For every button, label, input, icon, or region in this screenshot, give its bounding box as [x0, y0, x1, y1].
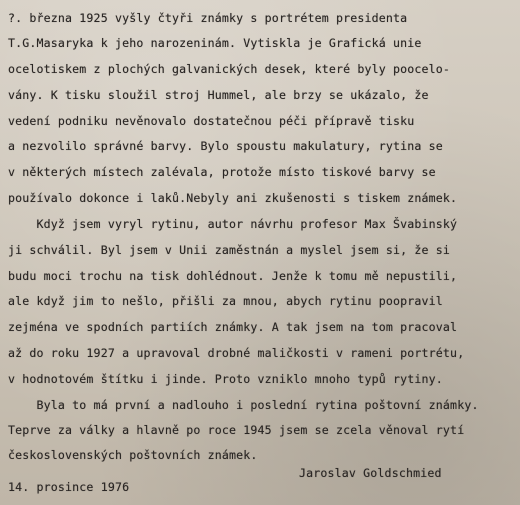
text-line: budu moci trochu na tisk dohlédnout. Jenže k tomu mě nepustili,: [8, 269, 458, 283]
text-line: Když jsem vyryl rytinu, autor návrhu profesor Max Švabinský: [8, 217, 458, 231]
text-line: ji schválil. Byl jsem v Unii zaměstnán a myslel jsem si, že si: [8, 243, 451, 257]
text-line: Byla to má první a nadlouho i poslední rytina poštovní známky.: [8, 398, 479, 412]
text-line: ?. března 1925 vyšly čtyři známky s portrétem presidenta: [8, 11, 408, 25]
text-line: vány. K tisku sloužil stroj Hummel, ale brzy se ukázalo, že: [8, 88, 429, 102]
text-line: až do roku 1927 a upravoval drobné maličkosti v rameni portrétu,: [8, 346, 465, 360]
text-line: v hodnotovém štítku i jinde. Proto vzniklo mnoho typů rytiny.: [8, 372, 443, 386]
text-line: v některých místech zalévala, protože místo tiskové barvy se: [8, 165, 436, 179]
text-line: T.G.Masaryka k jeho narozeninám. Vytiskla je Grafická unie: [8, 36, 422, 50]
text-line: a nezvolilo správné barvy. Bylo spoustu makulatury, rytina se: [8, 139, 443, 153]
signature: Jaroslav Goldschmied: [299, 466, 442, 480]
text-line: vedení podniku nevěnovalo dostatečnou péči přípravě tisku: [8, 114, 415, 128]
text-line: československých poštovních známek.: [8, 448, 258, 462]
text-line: Teprve za války a hlavně po roce 1945 jsem se zcela věnoval rytí: [8, 423, 465, 437]
document-date: 14. prosince 1976: [8, 480, 130, 494]
text-line: používalo dokonce i laků.Nebyly ani zkušenosti s tiskem známek.: [8, 191, 458, 205]
text-line: ale když jim to nešlo, přišli za mnou, abych rytinu poopravil: [8, 294, 443, 308]
text-line: zejména ve spodních partiích známky. A tak jsem na tom pracoval: [8, 320, 458, 334]
text-line: ocelotiskem z plochých galvanických desek, které byly poocelo-: [8, 62, 451, 76]
